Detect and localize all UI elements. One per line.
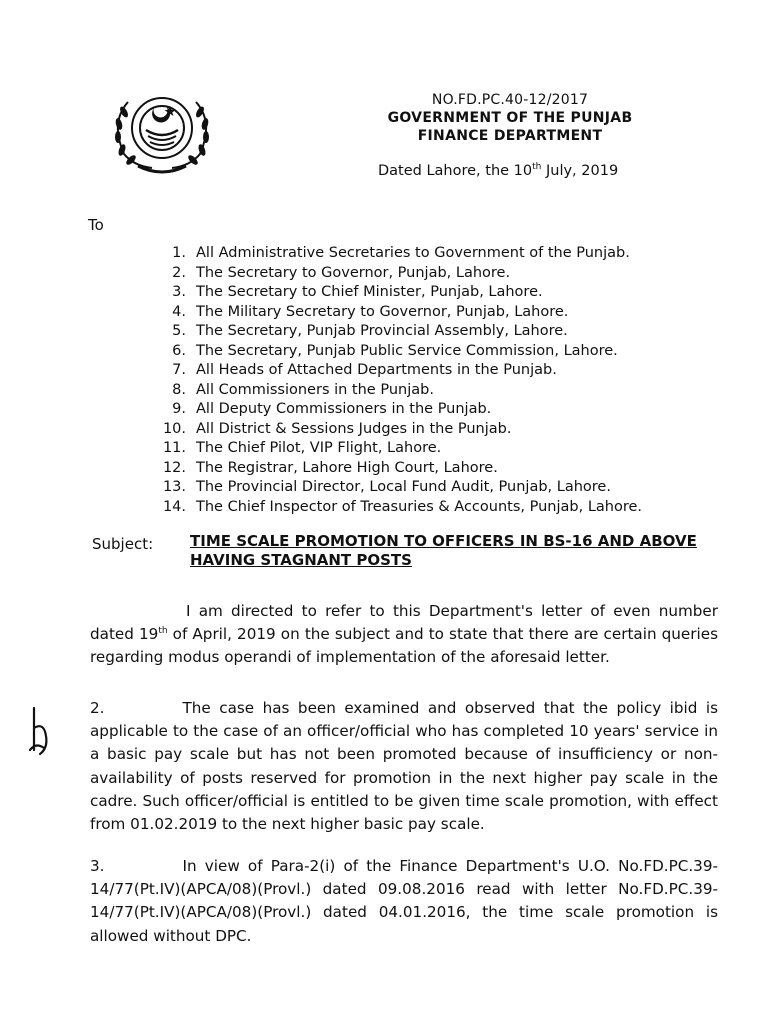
list-item: 13. The Provincial Director, Local Fund Audit, Punjab, Lahore. — [162, 479, 611, 495]
to-label: To — [88, 216, 104, 234]
list-item: 12. The Registrar, Lahore High Court, Lahore. — [162, 459, 498, 476]
list-item: 7. All Heads of Attached Departments in the Punjab. — [172, 362, 557, 378]
subject-text: TIME SCALE PROMOTION TO OFFICERS IN BS-16 AND ABOVE HAVING STAGNANT POSTS — [190, 532, 697, 569]
handwritten-margin-mark — [26, 706, 56, 766]
government-title: GOVERNMENT OF THE PUNJAB — [387, 110, 633, 126]
letter-header — [360, 92, 660, 144]
list-item: 1. All Administrative Secretaries to Government of the Punjab. — [172, 245, 630, 261]
list-item: 11. The Chief Pilot, VIP Flight, Lahore. — [162, 440, 442, 456]
recipient-list — [130, 244, 642, 517]
list-item: 14. The Chief Inspector of Treasuries & Accounts, Punjab, Lahore. — [162, 498, 643, 515]
list-item: 10. All District & Sessions Judges in the Punjab. — [162, 420, 512, 437]
department-title: FINANCE DEPARTMENT — [417, 128, 603, 144]
list-item: 9. All Deputy Commissioners in the Punjab. — [172, 401, 492, 417]
paragraph-2: 2. The case has been examined and observed that the policy ibid is applicable to the case of an officer/official who has completed 10 years' service in a basic pay scale but has not been promoted because of insufficiency or non-availability of posts reserved for promotion in the next higher pay scale in the cadre. Such officer/official is entitled to be given time scale promotion, with effect from 01.02.2019 to the next higher basic pay scale. — [90, 699, 718, 834]
list-item: 6. The Secretary, Punjab Public Service Commission, Lahore. — [172, 342, 618, 359]
paragraph-3: 3. In view of Para-2(i) of the Finance Department's U.O. No.FD.PC.39-14/77(Pt.IV)(APCA/08)(Provl.) dated 09.08.2016 read with letter No.FD.PC.39-14/77(Pt.IV)(APCA/08)(Provl.) dated 04.01.2016, the time scale promotion is allowed without DPC. — [90, 857, 718, 945]
reference-number: NO.FD.PC.40-12/2017 — [431, 92, 589, 108]
list-item: 8. All Commissioners in the Punjab. — [172, 381, 434, 398]
dated-line: Dated Lahore, the 10th July, 2019 — [378, 162, 619, 179]
list-item: 4. The Military Secretary to Governor, Punjab, Lahore. — [172, 303, 569, 320]
list-item: 5. The Secretary, Punjab Provincial Assembly, Lahore. — [172, 323, 568, 339]
punjab-government-emblem — [98, 90, 226, 178]
list-item: 3. The Secretary to Chief Minister, Punjab, Lahore. — [172, 284, 543, 300]
list-item: 2. The Secretary to Governor, Punjab, Lahore. — [172, 264, 511, 281]
paragraph-1: I am directed to refer to this Department's letter of even number dated 19th of April, 2019 on the subject and to state that there are certain queries regarding modus operandi of implementation of the aforesaid letter. — [90, 602, 718, 667]
subject-label: Subject: — [92, 535, 154, 553]
